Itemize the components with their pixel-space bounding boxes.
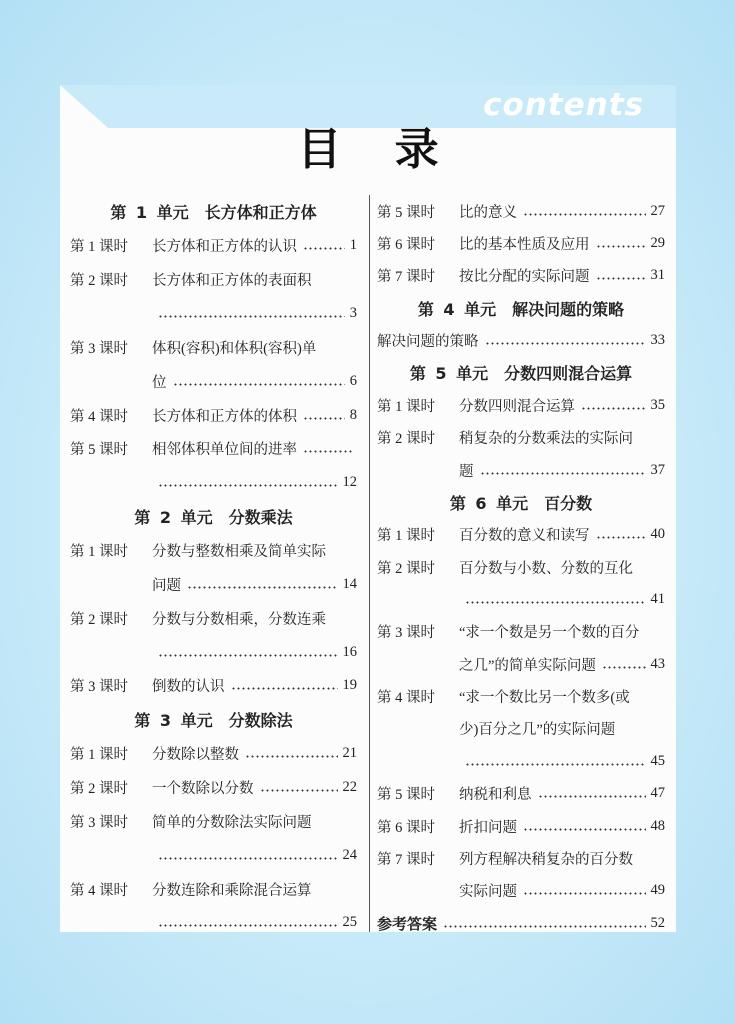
- lesson-label: 第 5 课时: [70, 442, 128, 459]
- lesson-label: 第 2 课时: [70, 781, 128, 798]
- toc-entry[interactable]: [70, 804, 357, 838]
- answers-title: 参考答案: [377, 914, 438, 933]
- dot-leader: [303, 247, 345, 250]
- dot-leader: [523, 213, 646, 216]
- toc-entry[interactable]: [377, 195, 665, 227]
- dot-leader: [231, 687, 338, 690]
- lesson-label: 第 7 课时: [377, 269, 435, 286]
- lesson-label: 第 1 课时: [70, 544, 128, 561]
- left-column: [70, 195, 357, 940]
- toc-entry[interactable]: [70, 601, 357, 635]
- page-number: 1: [349, 237, 357, 254]
- lesson-title: 按比分配的实际问题: [459, 269, 590, 286]
- lesson-label: 第 1 课时: [70, 747, 128, 764]
- dot-leader: [523, 828, 646, 831]
- toc-entry[interactable]: [377, 583, 665, 615]
- lesson-label: 第 2 课时: [377, 431, 435, 448]
- unit-title: 第 6 单元 百分数: [449, 493, 593, 513]
- lesson-title: 稍复杂的分数乘法的实际问: [459, 431, 633, 448]
- page-number: 22: [342, 779, 357, 796]
- right-column: [377, 195, 665, 939]
- page-number: 43: [650, 655, 665, 672]
- dot-leader: [602, 666, 646, 669]
- lesson-title: 问题: [152, 577, 181, 594]
- contents-heading: contents: [483, 87, 644, 123]
- page-number: 27: [650, 202, 665, 219]
- toc-entry[interactable]: [377, 389, 665, 421]
- dot-leader: [158, 857, 338, 860]
- lesson-title: 分数四则混合运算: [459, 398, 575, 415]
- dot-leader: [596, 277, 646, 280]
- lesson-title: 简单的分数除法实际问题: [152, 814, 312, 831]
- unit-title: 第 2 单元 分数乘法: [134, 508, 293, 528]
- lesson-title: 比的意义: [459, 204, 517, 221]
- dot-leader: [581, 407, 646, 410]
- unit-heading: [70, 195, 357, 229]
- toc-entry[interactable]: [377, 519, 665, 551]
- lesson-title: 百分数的意义和读写: [459, 528, 590, 545]
- toc-entry[interactable]: [70, 330, 357, 364]
- unit-heading: [377, 292, 665, 324]
- lesson-label: 第 3 课时: [70, 679, 128, 696]
- toc-entry[interactable]: [70, 534, 357, 568]
- toc-entry[interactable]: [377, 616, 665, 648]
- dot-leader: [158, 924, 338, 927]
- lesson-label: 第 4 课时: [377, 690, 435, 707]
- page-title: 目 录: [297, 124, 439, 175]
- lesson-title: 长方体和正方体的表面积: [152, 273, 312, 290]
- toc-entry[interactable]: [70, 229, 357, 263]
- page-number: 52: [650, 914, 665, 931]
- dot-leader: [596, 536, 646, 539]
- dot-leader: [158, 315, 345, 318]
- lesson-title: 相邻体积单位间的进率: [152, 442, 297, 459]
- lesson-label: 第 1 课时: [377, 398, 435, 415]
- lesson-title: 分数与分数相乘，分数连乘: [152, 611, 326, 628]
- unit-title: 第 3 单元 分数除法: [134, 711, 293, 731]
- lesson-title: “求一个数比另一个数多(或: [459, 690, 630, 707]
- toc-entry[interactable]: [377, 745, 665, 777]
- lesson-label: 第 2 课时: [70, 273, 128, 290]
- unit-title: 第 5 单元 分数四则混合运算: [409, 364, 633, 384]
- lesson-label: 第 4 课时: [70, 882, 128, 899]
- page-number: 45: [650, 752, 665, 769]
- lesson-title: 比的基本性质及应用: [459, 237, 590, 254]
- page-number: 47: [650, 785, 665, 802]
- toc-entry[interactable]: [70, 872, 357, 906]
- page-number: 3: [349, 305, 357, 321]
- toc-entry[interactable]: [70, 669, 357, 703]
- dot-leader: [480, 472, 646, 475]
- toc-entry[interactable]: [70, 398, 357, 432]
- lesson-title: 分数除以整数: [152, 747, 239, 764]
- lesson-title: 体积(容积)和体积(容积)单: [152, 340, 317, 357]
- toc-entry[interactable]: [70, 635, 357, 669]
- lesson-title: 分数与整数相乘及简单实际: [152, 544, 326, 561]
- unit-heading: [70, 703, 357, 737]
- page-number: 40: [650, 526, 665, 543]
- toc-entry[interactable]: [377, 260, 665, 292]
- page-number: 12: [342, 474, 357, 491]
- page-number: 35: [650, 396, 665, 413]
- page-number: 21: [342, 745, 357, 762]
- dot-leader: [465, 601, 646, 604]
- lesson-title: 少)百分之几”的实际问题: [459, 722, 616, 739]
- dot-leader: [465, 763, 646, 766]
- lesson-title: 题: [459, 463, 474, 480]
- dot-leader: [596, 245, 646, 248]
- section-title: 解决问题的策略: [377, 334, 479, 351]
- page-number: 8: [349, 406, 357, 423]
- dot-leader: [260, 789, 338, 792]
- lesson-label: 第 2 课时: [70, 611, 128, 628]
- toc-entry[interactable]: [70, 364, 357, 398]
- dot-leader: [485, 342, 646, 345]
- dot-leader: [158, 654, 338, 657]
- lesson-title: 长方体和正方体的体积: [152, 408, 297, 425]
- toc-entry[interactable]: [377, 454, 665, 486]
- lesson-title: 列方程解决稍复杂的百分数: [459, 851, 633, 868]
- dot-leader: [158, 484, 338, 487]
- page-number: 37: [650, 461, 665, 478]
- unit-heading: [377, 486, 665, 518]
- lesson-title: 位: [152, 374, 167, 391]
- column-divider: [369, 195, 370, 932]
- toc-entry[interactable]: [377, 648, 665, 680]
- lesson-label: 第 1 课时: [377, 528, 435, 545]
- page-number: 48: [650, 817, 665, 834]
- lesson-title: 百分数与小数、分数的互化: [459, 560, 633, 577]
- toc-entry[interactable]: [377, 324, 665, 356]
- lesson-label: 第 5 课时: [377, 787, 435, 804]
- page-number: 49: [650, 882, 665, 899]
- dot-leader: [245, 755, 338, 758]
- lesson-label: 第 5 课时: [377, 204, 435, 221]
- dot-leader: [538, 795, 646, 798]
- toc-entry[interactable]: [377, 810, 665, 842]
- page-number: 25: [342, 914, 357, 931]
- lesson-title: 倒数的认识: [152, 679, 225, 696]
- page-number: 31: [650, 267, 665, 284]
- toc-entry[interactable]: [377, 842, 665, 874]
- toc-entry[interactable]: [70, 297, 357, 331]
- toc-entry[interactable]: [70, 771, 357, 805]
- toc-entry[interactable]: [377, 551, 665, 583]
- toc-entry[interactable]: [377, 680, 665, 712]
- lesson-label: 第 3 课时: [377, 625, 435, 642]
- toc-entry[interactable]: [70, 432, 357, 466]
- toc-entry[interactable]: [377, 713, 665, 745]
- toc-entry[interactable]: [70, 567, 357, 601]
- lesson-label: 第 4 课时: [70, 408, 128, 425]
- lesson-label: 第 7 课时: [377, 851, 435, 868]
- dot-leader: [173, 383, 345, 386]
- lesson-title: “求一个数是另一个数的百分: [459, 625, 640, 642]
- lesson-title: 一个数除以分数: [152, 781, 254, 798]
- toc-entry[interactable]: [377, 777, 665, 809]
- lesson-label: 第 2 课时: [377, 560, 435, 577]
- lesson-title: 折扣问题: [459, 819, 517, 836]
- dot-leader: [187, 586, 338, 589]
- toc-entry[interactable]: [70, 466, 357, 500]
- lesson-label: 第 6 课时: [377, 819, 435, 836]
- page-number: 6: [349, 372, 357, 389]
- page-number: 33: [650, 332, 665, 349]
- lesson-title: 实际问题: [459, 884, 517, 901]
- dot-leader: [303, 417, 345, 420]
- dot-leader: [443, 925, 645, 928]
- lesson-label: 第 3 课时: [70, 814, 128, 831]
- unit-heading: [70, 500, 357, 534]
- page-number: 24: [342, 846, 357, 863]
- toc-entry[interactable]: [70, 906, 357, 940]
- page-number: 16: [342, 643, 357, 660]
- lesson-title: 纳税和利息: [459, 787, 532, 804]
- page-number: 41: [650, 590, 665, 607]
- toc-entry[interactable]: [70, 737, 357, 771]
- page-number: 14: [342, 575, 357, 592]
- unit-heading: [377, 357, 665, 389]
- page-number: 29: [650, 235, 665, 252]
- toc-entry[interactable]: [70, 263, 357, 297]
- dot-leader: [523, 892, 646, 895]
- unit-title: 第 4 单元 解决问题的策略: [417, 299, 625, 319]
- page-number: 19: [342, 677, 357, 694]
- toc-entry[interactable]: [377, 422, 665, 454]
- unit-title: 第 1 单元 长方体和正方体: [110, 203, 317, 223]
- lesson-title: 长方体和正方体的认识: [152, 239, 297, 256]
- toc-entry[interactable]: [377, 227, 665, 259]
- lesson-label: 第 1 课时: [70, 239, 128, 256]
- dot-leader: [303, 450, 352, 453]
- lesson-label: 第 6 课时: [377, 237, 435, 254]
- lesson-title: 之几”的简单实际问题: [459, 657, 596, 674]
- lesson-label: 第 3 课时: [70, 340, 128, 357]
- toc-page: [60, 85, 676, 932]
- toc-entry[interactable]: [377, 875, 665, 907]
- toc-entry[interactable]: [377, 907, 665, 939]
- lesson-title: 分数连除和乘除混合运算: [152, 882, 312, 899]
- toc-entry[interactable]: [70, 838, 357, 872]
